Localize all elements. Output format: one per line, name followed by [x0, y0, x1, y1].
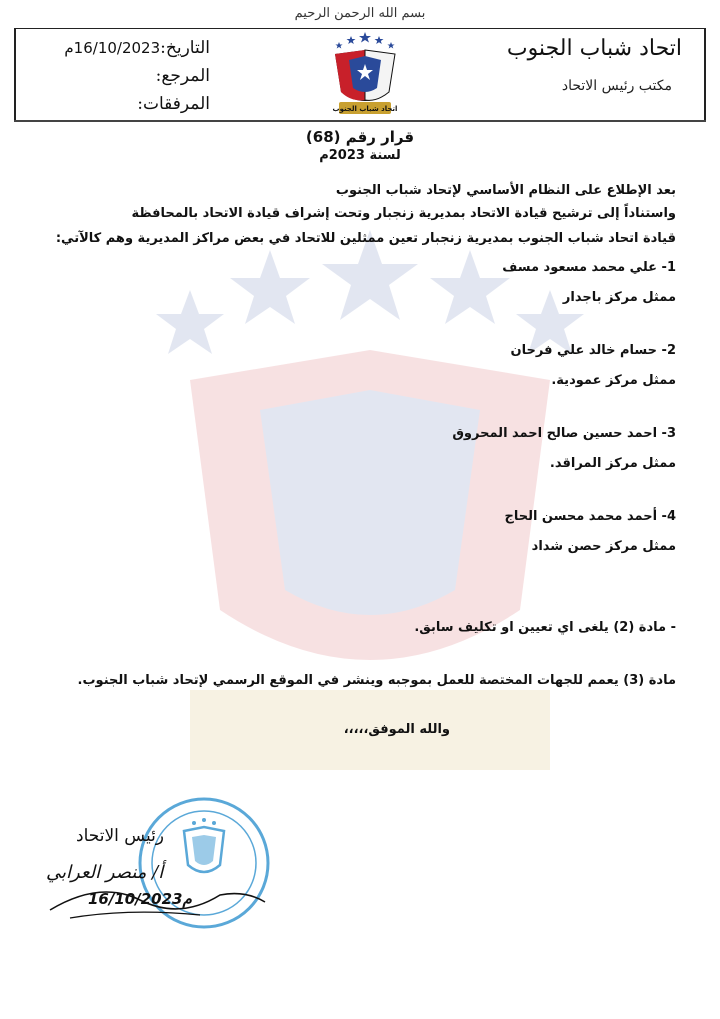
representative-center: ممثل مركز حصن شداد: [531, 539, 676, 554]
article-2: - مادة (2) يلغى اي تعيين او تكليف سابق.: [414, 620, 676, 635]
org-name: اتحاد شباب الجنوب: [506, 36, 682, 61]
logo-banner-text: اتحاد شباب الجنوب: [332, 105, 398, 113]
preamble-line: بعد الإطلاع على النظام الأساسي لإتحاد شباب الجنوب: [335, 183, 676, 198]
representative-center: ممثل مركز عمودية.: [551, 373, 676, 388]
org-office: مكتب رئيس الاتحاد: [561, 78, 672, 94]
preamble-line: قيادة اتحاد شباب الجنوب بمديرية زنجبار تعين ممثلين للاتحاد في بعض مراكز المديرية وهم كالآتي:: [55, 231, 676, 246]
signature-date: 16/10/2023م: [88, 890, 192, 908]
preamble-line: واستناداً إلى ترشيح قيادة الاتحاد بمديرية زنجبار وتحت إشراف قيادة الاتحاد بالمحافظة: [131, 206, 676, 221]
reference-label: المرجع:: [155, 66, 210, 86]
representative-name: 4- أحمد محمد محسن الحاج: [504, 509, 676, 524]
basmala: بسم الله الرحمن الرحيم: [294, 6, 426, 21]
representative-name: 1- علي محمد مسعود مسف: [502, 260, 676, 275]
representative-name: 3- احمد حسين صالح احمد المحروق: [452, 426, 676, 441]
article-3: مادة (3) يعمم للجهات المختصة للعمل بموجبه وينشر في الموقع الرسمي لإتحاد شباب الجنوب.: [77, 673, 676, 688]
date-row: [20, 34, 210, 62]
attachments-label: المرفقات:: [137, 94, 210, 114]
union-logo: [325, 30, 405, 118]
decision-title: قرار رقم (68): [305, 128, 415, 146]
header-divider: [14, 120, 706, 122]
representative-center: ممثل مركز المراقد.: [549, 456, 676, 471]
header-left-edge: [14, 28, 16, 122]
attachments-row: [20, 90, 210, 118]
representative-name: 2- حسام خالد علي فرحان: [510, 343, 676, 358]
decision-year: لسنة 2023م: [319, 148, 401, 163]
closing-text: والله الموفق،،،،،: [343, 722, 450, 737]
document-meta: [20, 34, 210, 118]
date-label: التاريخ:: [160, 38, 210, 58]
reference-row: [20, 62, 210, 90]
signatory-title: رئيس الاتحاد: [76, 826, 165, 846]
date-value: 16/10/2023م: [64, 39, 161, 57]
header-right-edge: [704, 28, 706, 122]
representative-center: ممثل مركز باجدار: [562, 290, 676, 305]
signatory-name: أ/ منصر العرابي: [46, 862, 164, 883]
